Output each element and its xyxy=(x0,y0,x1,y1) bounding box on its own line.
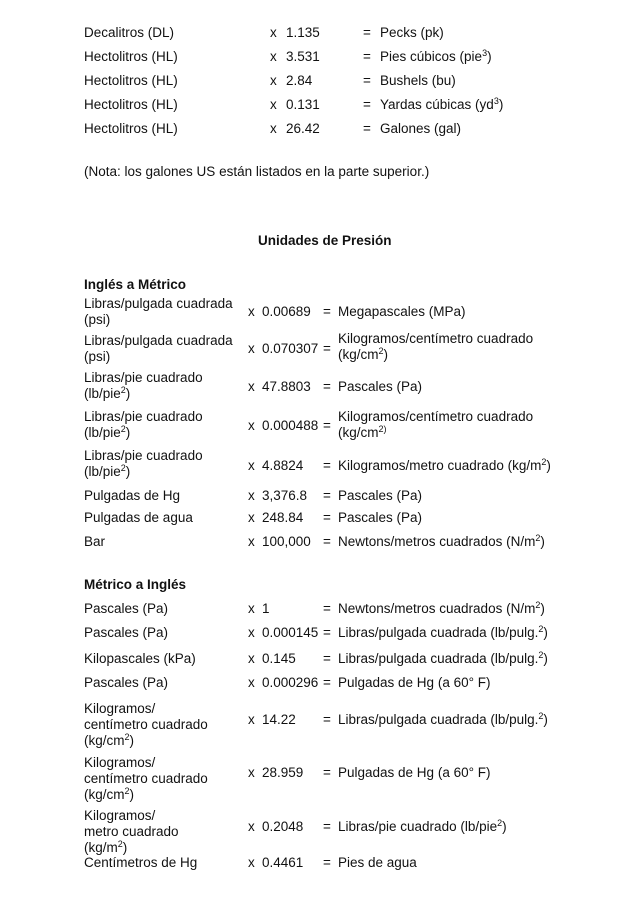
m2e-op-0: x xyxy=(248,601,255,616)
e2m-result-1: Kilogramos/centímetro cuadrado $(kg/cm^2)$ xyxy=(338,331,534,362)
vol-factor-2: 2.84 xyxy=(286,73,313,88)
m2e-factor-1: 0.000145 xyxy=(262,625,319,640)
e2m-op-6: x xyxy=(248,510,255,525)
e2m-op-0: x xyxy=(248,304,255,319)
vol-unit-2: Hectolitros (HL) xyxy=(84,73,178,88)
m2e-factor-6: 0.2048 xyxy=(262,819,304,834)
m2e-op-5: x xyxy=(248,765,255,780)
pressure-title: Unidades de Presión xyxy=(258,233,392,248)
m2e-unit-6: Kilogramos/ metro cuadrado $(kg/m^2)$ xyxy=(84,808,179,855)
m2e-eq-0: = xyxy=(323,601,331,616)
e2m-eq-6: = xyxy=(323,510,331,525)
m2e-op-2: x xyxy=(248,651,255,666)
vol-eq-2: = xyxy=(363,73,371,88)
m2e-eq-1: = xyxy=(323,625,331,640)
e2m-result-2: Pascales (Pa) xyxy=(338,379,423,394)
volume-note: (Nota: los galones US están listados en la parte superior.) xyxy=(84,164,430,179)
m2e-eq-6: = xyxy=(323,819,331,834)
vol-op-3: x xyxy=(270,97,277,112)
m2e-result-1: Libras/pulgada cuadrada (lb/pulg.$^2$) xyxy=(338,624,548,640)
metric-to-english-heading: Métrico a Inglés xyxy=(84,577,187,592)
e2m-op-5: x xyxy=(248,488,255,503)
m2e-unit-5: Kilogramos/ centímetro cuadrado $(kg/cm^2)$ xyxy=(84,755,208,802)
e2m-op-1: x xyxy=(248,341,255,356)
vol-op-1: x xyxy=(270,49,277,64)
e2m-result-4: Kilogramos/metro cuadrado $(kg/m^2)$ xyxy=(338,457,551,473)
m2e-factor-0: 1 xyxy=(262,601,270,616)
vol-unit-1: Hectolitros (HL) xyxy=(84,49,178,64)
m2e-factor-7: 0.4461 xyxy=(262,855,304,870)
m2e-result-4: Libras/pulgada cuadrada (lb/pulg.$^2$) xyxy=(338,711,548,727)
e2m-factor-7: 100,000 xyxy=(262,534,311,549)
e2m-result-0: Megapascales (MPa) xyxy=(338,304,466,319)
e2m-eq-3: = xyxy=(323,418,331,433)
m2e-eq-2: = xyxy=(323,651,331,666)
e2m-op-7: x xyxy=(248,534,255,549)
m2e-unit-0: Pascales (Pa) xyxy=(84,601,169,616)
vol-unit-4: Hectolitros (HL) xyxy=(84,121,178,136)
vol-factor-3: 0.131 xyxy=(286,97,320,112)
m2e-result-5: Pulgadas de Hg (a 60° F) xyxy=(338,765,491,780)
e2m-result-7: Newtons/metros cuadrados $(N/m^2)$ xyxy=(338,533,545,549)
e2m-unit-3: Libras/pie cuadrado (lb/pie$^2$) xyxy=(84,409,203,440)
m2e-result-3: Pulgadas de Hg (a 60° F) xyxy=(338,675,491,690)
e2m-op-3: x xyxy=(248,418,255,433)
e2m-unit-5: Pulgadas de Hg xyxy=(84,488,181,503)
vol-result-2: Bushels (bu) xyxy=(380,73,456,88)
vol-factor-1: 3.531 xyxy=(286,49,320,64)
m2e-result-7: Pies de agua xyxy=(338,855,417,870)
vol-eq-0: = xyxy=(363,25,371,40)
vol-op-4: x xyxy=(270,121,277,136)
e2m-op-4: x xyxy=(248,458,255,473)
vol-eq-1: = xyxy=(363,49,371,64)
m2e-op-7: x xyxy=(248,855,255,870)
e2m-factor-5: 3,376.8 xyxy=(262,488,308,503)
m2e-factor-5: 28.959 xyxy=(262,765,304,780)
m2e-factor-4: 14.22 xyxy=(262,712,296,727)
e2m-unit-4: Libras/pie cuadrado (lb/pie$^2$) xyxy=(84,448,203,479)
m2e-unit-2: Kilopascales (kPa) xyxy=(84,651,196,666)
e2m-result-6: Pascales (Pa) xyxy=(338,510,423,525)
e2m-unit-7: Bar xyxy=(84,534,106,549)
vol-result-4: Galones (gal) xyxy=(380,121,462,136)
m2e-op-6: x xyxy=(248,819,255,834)
vol-unit-0: Decalitros (DL) xyxy=(84,25,175,40)
m2e-eq-3: = xyxy=(323,675,331,690)
vol-eq-3: = xyxy=(363,97,371,112)
e2m-result-3: Kilogramos/centímetro cuadrado ($kg/cm^{2)}$ xyxy=(338,409,534,440)
e2m-factor-4: 4.8824 xyxy=(262,458,304,473)
m2e-eq-4: = xyxy=(323,712,331,727)
vol-unit-3: Hectolitros (HL) xyxy=(84,97,178,112)
e2m-factor-3: 0.000488 xyxy=(262,418,319,433)
e2m-result-5: Pascales (Pa) xyxy=(338,488,423,503)
m2e-result-0: Newtons/metros cuadrados $(N/m^2)$ xyxy=(338,600,545,616)
e2m-unit-0: Libras/pulgada cuadrada (psi) xyxy=(84,296,233,327)
vol-factor-4: 26.42 xyxy=(286,121,320,136)
e2m-unit-6: Pulgadas de agua xyxy=(84,510,193,525)
m2e-unit-3: Pascales (Pa) xyxy=(84,675,169,690)
m2e-eq-5: = xyxy=(323,765,331,780)
e2m-unit-1: Libras/pulgada cuadrada (psi) xyxy=(84,333,233,364)
vol-op-2: x xyxy=(270,73,277,88)
e2m-eq-4: = xyxy=(323,458,331,473)
m2e-eq-7: = xyxy=(323,855,331,870)
e2m-factor-6: 248.84 xyxy=(262,510,304,525)
vol-result-3: Yardas cúbicas $(yd^3)$ xyxy=(380,96,504,112)
vol-op-0: x xyxy=(270,25,277,40)
m2e-unit-1: Pascales (Pa) xyxy=(84,625,169,640)
m2e-factor-2: 0.145 xyxy=(262,651,296,666)
m2e-unit-7: Centímetros de Hg xyxy=(84,855,198,870)
e2m-factor-0: 0.00689 xyxy=(262,304,311,319)
e2m-unit-2: Libras/pie cuadrado (lb/pie$^2$) xyxy=(84,370,203,401)
m2e-op-4: x xyxy=(248,712,255,727)
e2m-eq-7: = xyxy=(323,534,331,549)
m2e-op-3: x xyxy=(248,675,255,690)
e2m-eq-5: = xyxy=(323,488,331,503)
m2e-unit-4: Kilogramos/ centímetro cuadrado $(kg/cm^2)$ xyxy=(84,701,208,748)
e2m-factor-2: 47.8803 xyxy=(262,379,311,394)
vol-result-1: Pies cúbicos (pie$^3$) xyxy=(380,48,492,64)
e2m-eq-0: = xyxy=(323,304,331,319)
e2m-op-2: x xyxy=(248,379,255,394)
m2e-result-6: Libras/pie cuadrado (lb/pie$^2$) xyxy=(338,818,507,834)
m2e-op-1: x xyxy=(248,625,255,640)
e2m-eq-1: = xyxy=(323,341,331,356)
vol-eq-4: = xyxy=(363,121,371,136)
english-to-metric-heading: Inglés a Métrico xyxy=(84,277,187,292)
e2m-factor-1: 0.070307 xyxy=(262,341,319,356)
m2e-factor-3: 0.000296 xyxy=(262,675,319,690)
m2e-result-2: Libras/pulgada cuadrada (lb/pulg.$^2$) xyxy=(338,650,548,666)
e2m-eq-2: = xyxy=(323,379,331,394)
vol-result-0: Pecks (pk) xyxy=(380,25,444,40)
vol-factor-0: 1.135 xyxy=(286,25,320,40)
